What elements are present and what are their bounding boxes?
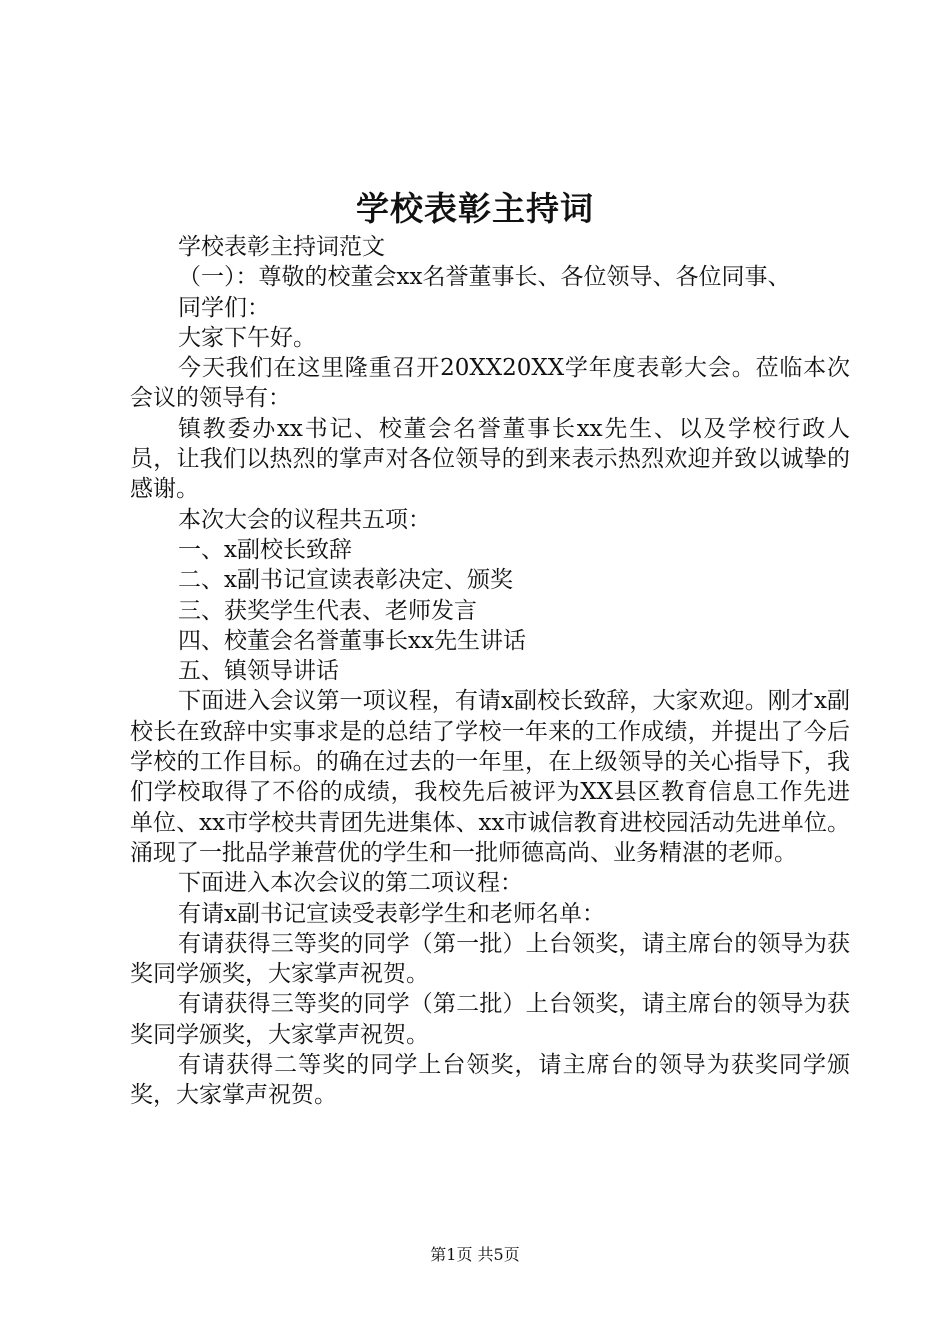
document-title: 学校表彰主持词	[356, 189, 594, 228]
agenda-item: 二、x副书记宣读表彰决定、颁奖	[178, 567, 513, 594]
paragraph: 有请x副书记宣读受表彰学生和老师名单：	[178, 900, 605, 927]
paragraph: 学校表彰主持词范文	[178, 234, 385, 260]
paragraph: 今天我们在这里隆重召开20XX20XX学年度表彰大会。莅临本次会议的领导有：	[130, 355, 850, 412]
paragraph: 有请获得三等奖的同学（第一批）上台领奖，请主席台的领导为获奖同学颁奖，大家掌声祝贺。	[130, 930, 850, 988]
paragraph: 本次大会的议程共五项：	[178, 506, 431, 533]
document-body	[130, 232, 850, 1111]
paragraph: 镇教委办xx书记、校董会名誉董事长xx先生、以及学校行政人员，让我们以热烈的掌声对各位领导的到来表示热烈欢迎并致以诚挚的感谢。	[130, 415, 850, 503]
agenda-item: 四、校董会名誉董事长xx先生讲话	[178, 627, 526, 654]
page-number-footer: 第1页 共5页	[430, 1245, 520, 1264]
agenda-item: 一、x副校长致辞	[178, 536, 352, 563]
paragraph: （一）：尊敬的校董会xx名誉董事长、各位领导、各位同事、	[178, 264, 791, 291]
paragraph: 有请获得三等奖的同学（第二批）上台领奖，请主席台的领导为获奖同学颁奖，大家掌声祝贺。	[130, 991, 850, 1048]
agenda-item: 五、镇领导讲话	[178, 658, 339, 685]
paragraph: 有请获得二等奖的同学上台领奖，请主席台的领导为获奖同学颁奖，大家掌声祝贺。	[130, 1052, 850, 1109]
agenda-item: 三、获奖学生代表、老师发言	[178, 597, 477, 624]
paragraph: 下面进入会议第一项议程，有请x副校长致辞，大家欢迎。刚才x副校长在致辞中实事求是的总结了学校一年来的工作成绩，并提出了今后学校的工作目标。的确在过去的一年里，在上级领导的关心指导下，我们学校取得了不俗的成绩，我校先后被评为XX县区教育信息工作先进单位、xx市学校共青团先进集体、xx市诚信教育进校园活动先进单位。涌现了一批品学兼营优的学生和一批师德高尚、业务精湛的老师。	[130, 688, 850, 866]
paragraph: 大家下午好。	[178, 324, 316, 351]
paragraph: 下面进入本次会议的第二项议程：	[178, 870, 523, 897]
paragraph: 同学们：	[178, 294, 270, 321]
